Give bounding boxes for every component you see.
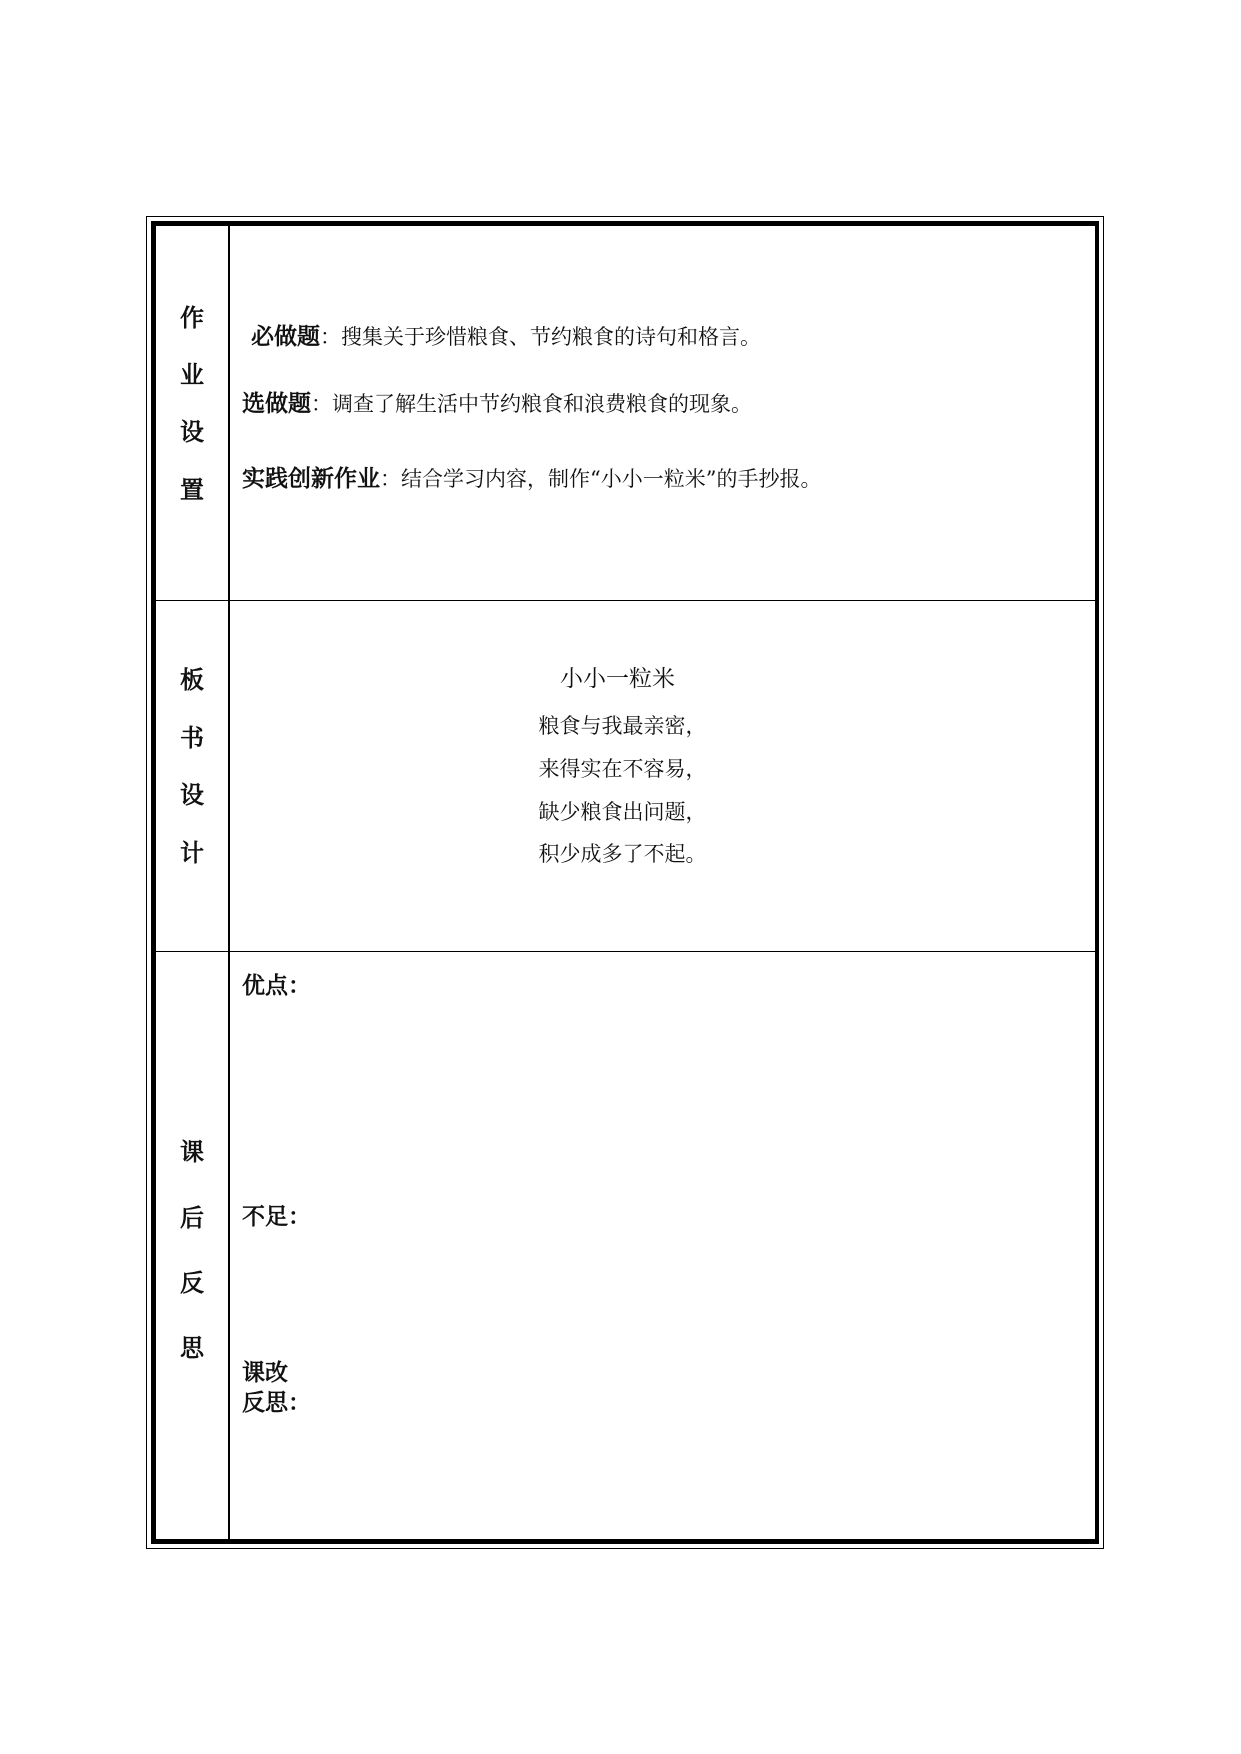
homework-label-cell — [156, 226, 230, 600]
optional-homework-text: ：调查了解生活中节约粮食和浪费粮食的现象。 — [311, 392, 752, 416]
required-homework-title: 必做题 — [251, 324, 320, 350]
homework-label-char: 置 — [180, 476, 204, 504]
strengths-label: 优点： — [242, 973, 311, 999]
reflection-label-char: 反 — [180, 1269, 204, 1297]
board-label-char: 设 — [180, 781, 204, 809]
poem-line: 来得实在不容易， — [538, 757, 707, 781]
homework-row — [156, 226, 1095, 601]
homework-label-char: 业 — [180, 361, 204, 389]
table-body — [151, 221, 1099, 1544]
shortcomings-label: 不足： — [242, 1204, 311, 1230]
reflection-label-char: 课 — [180, 1138, 204, 1166]
board-label-char: 板 — [180, 666, 204, 694]
poem-line: 缺少粮食出问题， — [538, 800, 707, 824]
practice-homework-title: 实践创新作业 — [242, 466, 380, 492]
board-label-char: 计 — [180, 839, 204, 867]
homework-content-cell — [230, 226, 1095, 600]
board-title: 小小一粒米 — [560, 666, 675, 692]
required-homework-text: ：搜集关于珍惜粮食、节约粮食的诗句和格言。 — [320, 325, 761, 349]
reflection-label-cell — [156, 952, 230, 1539]
board-label-char: 书 — [180, 724, 204, 752]
poem-line: 粮食与我最亲密， — [538, 714, 707, 738]
reflection-content-cell — [230, 952, 1095, 1539]
reform-reflection-label-line2: 反思： — [242, 1390, 311, 1416]
board-design-row — [156, 601, 1095, 952]
board-content-cell — [230, 601, 1095, 951]
required-homework — [251, 323, 761, 351]
reform-reflection-label-line1: 课改 — [242, 1360, 288, 1386]
optional-homework — [242, 390, 752, 418]
practice-homework — [242, 465, 821, 493]
poem-line: 积少成多了不起。 — [538, 842, 707, 866]
reflection-row — [156, 952, 1095, 1539]
reflection-label-char: 思 — [180, 1334, 204, 1362]
optional-homework-title: 选做题 — [242, 391, 311, 417]
homework-label-char: 作 — [180, 304, 204, 332]
lesson-plan-table — [146, 216, 1104, 1549]
practice-homework-text: ：结合学习内容，制作“小小一粒米”的手抄报。 — [380, 467, 822, 491]
homework-label-char: 设 — [180, 418, 204, 446]
reflection-label-char: 后 — [180, 1204, 204, 1232]
